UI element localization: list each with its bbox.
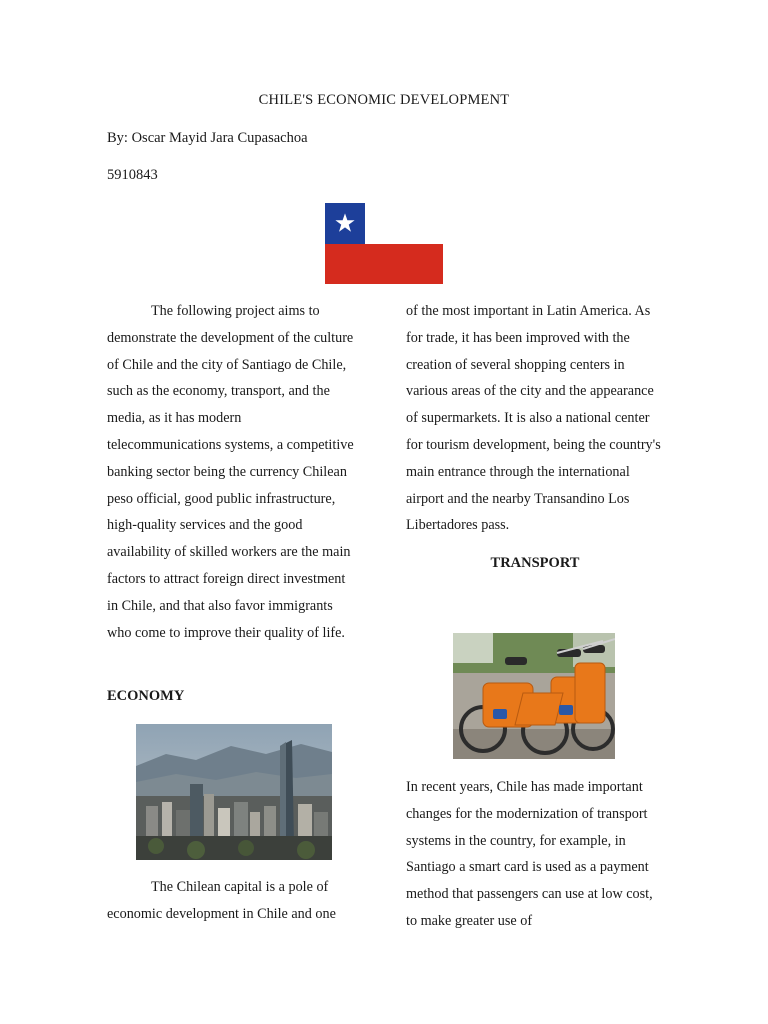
economy-heading: ECONOMY xyxy=(107,688,185,704)
economy-text-block xyxy=(107,874,359,928)
flag-canton xyxy=(325,203,365,244)
transport-paragraph: In recent years, Chile has made important changes for the modernization of transport systems in the country, for example, in Santiago a smart card is used as a payment method that passengers can use at low cost, to make greater use of xyxy=(406,779,653,929)
santiago-skyline-photo xyxy=(136,724,332,860)
chile-flag-image xyxy=(325,203,443,284)
document-title: CHILE'S ECONOMIC DEVELOPMENT xyxy=(258,92,510,108)
economy-paragraph: The Chilean capital is a pole of economic development in Chile and one xyxy=(107,879,336,922)
transport-text-block xyxy=(406,774,664,935)
flag-red-band xyxy=(325,244,443,284)
intro-paragraph: The following project aims to demonstrate the development of the culture of Chile and the city of Santiago de Chile, such as the economy, transport, and the media, as it has modern telecommunications systems, a competitive banking sector being the currency Chilean peso official, good public infrastructure, high-quality services and the good availability of skilled workers are the main factors to attract foreign direct investment in Chile, and that also favor immigrants who come to improve their quality of life. xyxy=(107,303,354,641)
public-bikes-photo xyxy=(453,633,615,759)
star-icon xyxy=(334,212,356,234)
id-number: 5910843 xyxy=(107,167,158,183)
author-line: By: Oscar Mayid Jara Cupasachoa xyxy=(107,130,308,146)
left-column xyxy=(107,298,359,646)
flag-white-band xyxy=(365,203,443,244)
transport-heading: TRANSPORT xyxy=(490,555,580,571)
right-column xyxy=(406,298,664,539)
trade-paragraph: of the most important in Latin America. As for trade, it has been improved with the creation of several shopping centers in various areas of the city and the appearance of supermarkets. It is also a national center for tourism development, being the country's main entrance through the international airport and the nearby Transandino Los Libertadores pass. xyxy=(406,303,661,534)
